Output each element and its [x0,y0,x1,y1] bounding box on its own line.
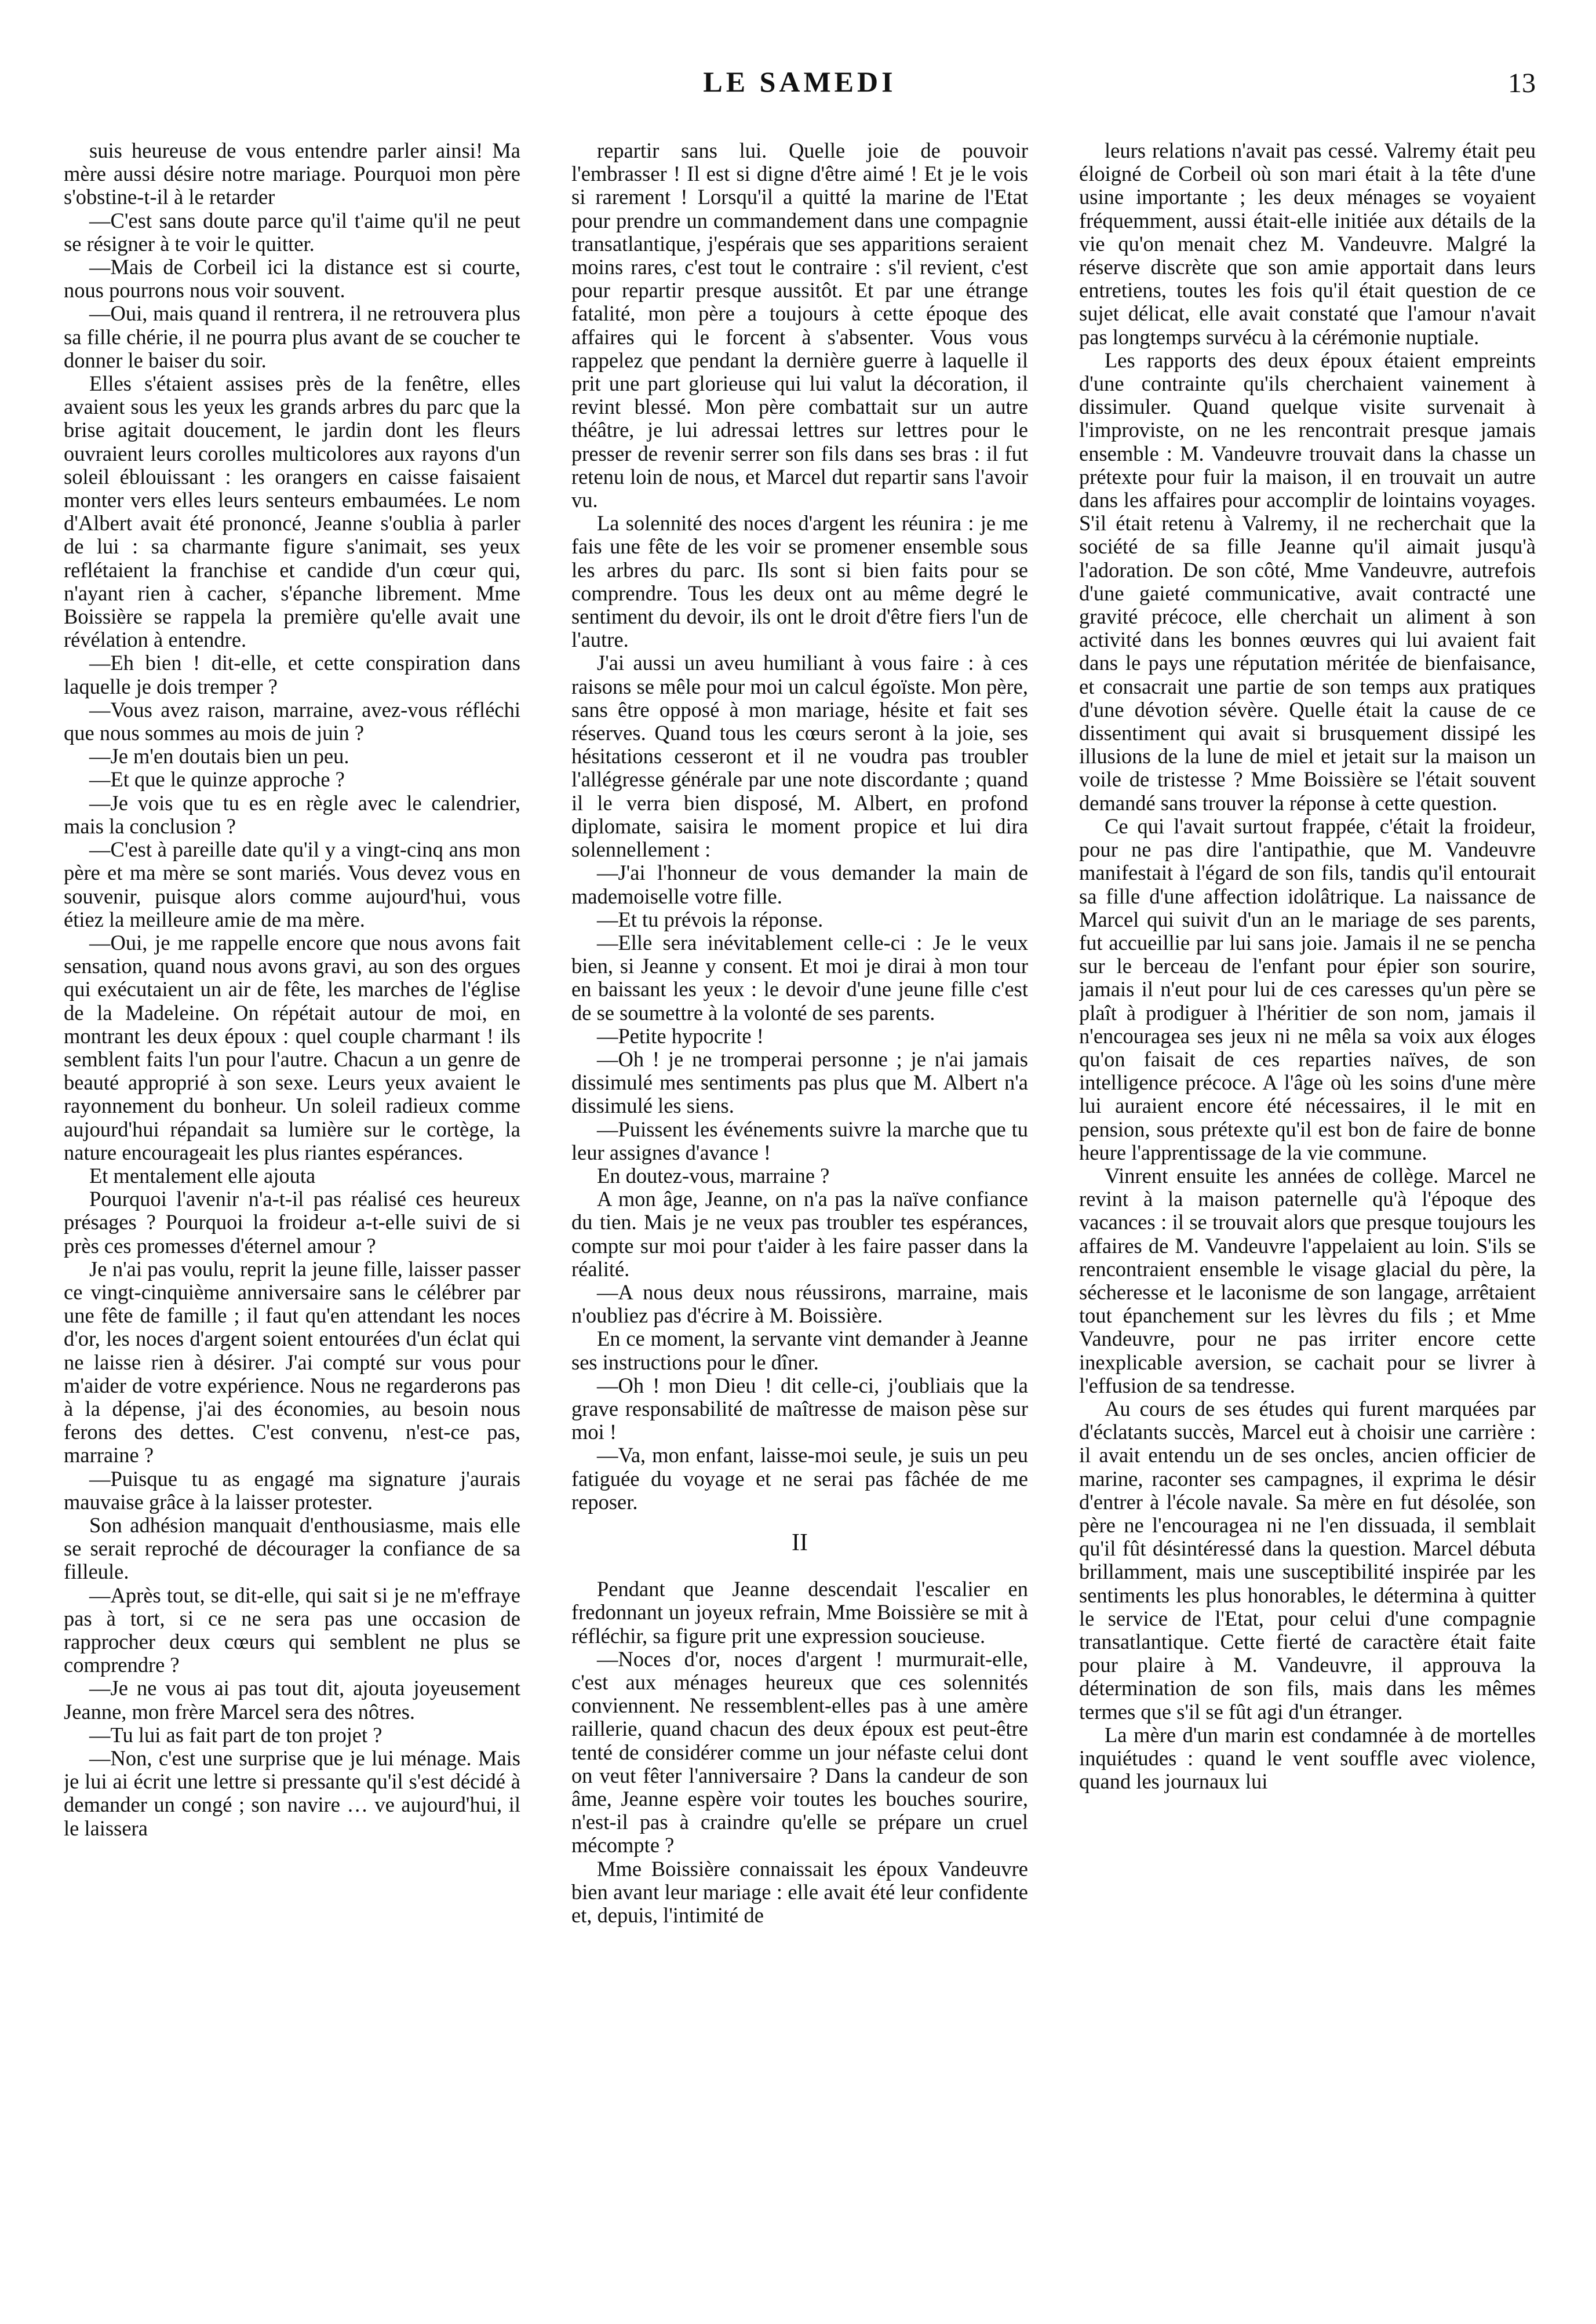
paragraph: Vinrent ensuite les années de collège. Marcel ne revint à la maison paternelle qu'à l'époque des vacances : il se trouvait alors que presque toujours les affaires de M. Vandeuvre l'appelaient au loin. S'ils se rencontraient ensemble le visage glacial du père, la sécheresse et le laconisme de son langage, arrêtaient tout épanchement sur les lèvres du fils ; et Mme Vandeuvre, pour ne pas irriter encore cette inexplicable aversion, se cachait pour se livrer à l'effusion de sa tendresse. [1079,1163,1536,1397]
paragraph: suis heureuse de vous entendre parler ainsi! Ma mère aussi désire notre mariage. Pourquoi mon père s'obstine-t-il à le retarder [64,139,520,209]
paragraph: Je n'ai pas voulu, reprit la jeune fille, laisser passer ce vingt-cinquième anniversaire sans le célébrer par une fête de famille ; il faut qu'en attendant les noces d'or, les noces d'argent soient entourées d'un éclat qui ne laisse rien à désirer. J'ai compté sur vous pour m'aider de votre expérience. Nous ne regarderons pas à la dépense, j'ai des économies, au besoin nous ferons des dettes. C'est convenu, n'est-ce pas, marraine ? [64,1256,520,1467]
paragraph: A mon âge, Jeanne, on n'a pas la naïve confiance du tien. Mais je ne veux pas troubler tes espérances, compte sur moi pour t'aider à les faire passer dans la réalité. [571,1187,1028,1281]
paragraph: —Je m'en doutais bien un peu. [89,744,349,768]
paragraph: —Non, c'est une surprise que je lui ménage. Mais je lui ai écrit une lettre si pressante qu'il s'est décidé à demander un congé ; son navire … ve aujourd'hui, il le laissera [64,1746,520,1840]
paragraph: —C'est sans doute parce qu'il t'aime qu'il ne peut se résigner à te voir le quitter. [64,208,520,256]
paragraph: Ce qui l'avait surtout frappée, c'était la froideur, pour ne pas dire l'antipathie, que M. Vandeuvre manifestait à l'égard de son fils, tandis qu'il entourait sa fille d'une affection idolâtrique. La naissance de Marcel qui suivit d'un an le mariage de ses parents, fut accueillie par lui sans joie. Jamais il ne se pencha sur le berceau de l'enfant pour épier son sourire, jamais il n'eut pour lui de ces caresses qu'un père se plaît à prodiguer à l'héritier de son nom, jamais il n'encouragea ses jeux ni ne mêla sa voix aux éloges qu'on faisait de ces reparties naïves, de son intelligence précoce. A l'âge où les soins d'une mère lui auraient encore été nécessaires, il le mit en pension, sous prétexte qu'il est bon de faire de bonne heure l'apprentissage de la vie commune. [1079,814,1536,1164]
paragraph: En ce moment, la servante vint demander à Jeanne ses instructions pour le dîner. [571,1327,1028,1374]
paragraph: —Puissent les événements suivre la marche que tu leur assignes d'avance ! [571,1117,1028,1164]
paragraph: La solennité des noces d'argent les réunira : je me fais une fête de les voir se promener ensemble sous les arbres du parc. Ils sont si bien faits pour se comprendre. Tous les deux ont au même degré le sentiment du devoir, ils ont le droit d'être fiers l'un de l'autre. [571,511,1028,652]
paragraph: —Elle sera inévitablement celle-ci : Je le veux bien, si Jeanne y consent. Et moi je dirai à mon tour en baissant les yeux : le devoir d'une jeune fille c'est de se soumettre à la volonté de ses parents. [571,930,1028,1025]
paragraph: —A nous deux nous réussirons, marraine, mais n'oubliez pas d'écrire à M. Boissière. [571,1280,1028,1328]
running-title: LE SAMEDI [703,65,897,98]
paragraph: Au cours de ses études qui furent marquées par d'éclatants succès, Marcel eut à choisir une carrière : il avait entendu un de ses oncles, ancien officier de marine, raconter ses campagnes, il exprima le désir d'entrer à l'école navale. Sa mère en fut désolée, son père ne l'encouragea ni ne l'en dissuada, il semblait qu'il fût désintéressé dans la question. Marcel débuta brillamment, mais une susceptibilité inspirée par les sentiments les plus honorables, le détermina à quitter le service de l'Etat, pour celui d'une compagnie transatlantique. Cette fierté de caractère était faite pour plaire à M. Vandeuvre, il approuva la détermination de son fils, mais dans les mêmes termes que s'il se fût agi d'un étranger. [1079,1396,1536,1724]
page-header [64,65,1536,117]
section-heading: II [792,1529,808,1556]
paragraph: J'ai aussi un aveu humiliant à vous faire : à ces raisons se mêle pour moi un calcul égoïste. Mon père, sans être opposé à mon mariage, hésite et fait ses réserves. Quand tous les cœurs seront à la joie, ses hésitations cesseront et il ne voudra pas troubler l'allégresse générale par une note discordante ; quand il le verra bien disposé, M. Albert, en profond diplomate, saisira le moment propice et lui dira solennellement : [571,651,1028,862]
text-columns [64,139,1536,2295]
paragraph: —Noces d'or, noces d'argent ! murmurait-elle, c'est aux ménages heureux que ces solennités conviennent. Ne ressemblent-elles pas à une amère raillerie, quand chacun des deux époux est peut-être tenté de considérer comme un jour néfaste celui dont on veut fêter l'anniversaire ? Dans la candeur de son âme, Jeanne espère voir toutes les bouches sourire, n'est-il pas à craindre qu'elle se prépare un cruel mécompte ? [571,1647,1028,1857]
paragraph: —Oui, je me rappelle encore que nous avons fait sensation, quand nous avons gravi, au son des orgues qui exécutaient un air de fête, les marches de l'église de la Madeleine. On répétait autour de moi, en montrant les deux époux : quel couple charmant ! ils semblent faits l'un pour l'autre. Chacun a un genre de beauté approprié à son sexe. Leurs yeux avaient le rayonnement du bonheur. Un soleil radieux comme aujourd'hui répandait sa lumière sur le cortège, la nature encourageait les plus riantes espérances. [64,930,520,1164]
paragraph: Pourquoi l'avenir n'a-t-il pas réalisé ces heureux présages ? Pourquoi la froideur a-t-elle suivi de si près ces promesses d'éternel amour ? [64,1187,520,1258]
page-number: 13 [1508,68,1536,99]
paragraph: Les rapports des deux époux étaient empreints d'une contrainte qu'ils cherchaient vainement à dissimuler. Quand quelque visite survenait à l'improviste, on ne les rencontrait presque jamais ensemble : M. Vandeuvre trouvait dans la chasse un prétexte pour fuir la maison, il en trouvait un autre dans les affaires pour accomplir de lointains voyages. S'il était retenu à Valremy, il ne recherchait que la société de sa fille Jeanne qu'il aimait jusqu'à l'adoration. De son côté, Mme Vandeuvre, autrefois d'une gaieté communicative, avait contracté une gravité précoce, elle cherchait un aliment à son activité dans les bonnes œuvres qui lui avaient fait dans le pays une réputation méritée de bienfaisance, et consacrait une partie de son temps aux pratiques d'une dévotion sévère. Quelle était la cause de ce dissentiment qui avait si brusquement dissipé les illusions de la lune de miel et jetait sur la maison un voile de tristesse ? Mme Boissière se l'était souvent demandé sans trouver la réponse à cette question. [1079,348,1536,815]
paragraph: —Je vois que tu es en règle avec le calendrier, mais la conclusion ? [64,791,520,838]
paragraph: —Vous avez raison, marraine, avez-vous réfléchi que nous sommes au mois de juin ? [64,697,520,745]
paragraph: —J'ai l'honneur de vous demander la main de mademoiselle votre fille. [571,861,1028,908]
column-left [64,139,520,2295]
column-middle [571,139,1028,2295]
paragraph: Mme Boissière connaissait les époux Vandeuvre bien avant leur mariage : elle avait été leur confidente et, depuis, l'intimité de [571,1856,1028,1928]
paragraph: leurs relations n'avait pas cessé. Valremy était peu éloigné de Corbeil où son mari était à la tête d'une usine importante ; les deux ménages se voyaient fréquemment, aussi était-elle initiée aux détails de la vie qu'on menait chez M. Vandeuvre. Malgré la réserve discrète que son amie apportait dans leurs entretiens, toutes les fois qu'il était question de ce sujet délicat, elle avait constaté que l'amour n'avait pas longtemps survécu à la cérémonie nuptiale. [1079,139,1536,349]
paragraph: —Petite hypocrite ! [597,1023,764,1048]
paragraph: La mère d'un marin est condamnée à de mortelles inquiétudes : quand le vent souffle avec violence, quand les journaux lui [1079,1722,1536,1794]
paragraph: —Après tout, se dit-elle, qui sait si je ne m'effraye pas à tort, si ce ne sera pas une occasion de rapprocher deux cœurs qui semblent ne plus se comprendre ? [64,1583,520,1677]
paragraph: —C'est à pareille date qu'il y a vingt-cinq ans mon père et ma mère se sont mariés. Vous devez vous en souvenir, puisque alors comme aujourd'hui, vous étiez la meilleure amie de ma mère. [64,837,520,931]
paragraph: Et mentalement elle ajouta [89,1163,316,1188]
paragraph: —Et tu prévois la réponse. [597,907,823,931]
paragraph: —Oui, mais quand il rentrera, il ne retrouvera plus sa fille chérie, il ne pourra plus avant de se coucher te donner le baiser du soir. [64,301,520,372]
paragraph: Pendant que Jeanne descendait l'escalier en fredonnant un joyeux refrain, Mme Boissière se mit à réfléchir, sa figure prit une expression soucieuse. [571,1577,1028,1648]
paragraph: —Puisque tu as engagé ma signature j'aurais mauvaise grâce à la laisser protester. [64,1466,520,1514]
paragraph: Elles s'étaient assises près de la fenêtre, elles avaient sous les yeux les grands arbres du parc que la brise agitait doucement, le jardin dont les fleurs ouvraient leurs corolles multicolores aux rayons d'un soleil éblouissant : les orangers en caisse faisaient monter vers elles leurs senteurs embaumées. Le nom d'Albert avait été prononcé, Jeanne s'oublia à parler de lui : sa charmante figure s'animait, ses yeux reflétaient la franchise et candide d'un cœur qui, n'ayant rien à cacher, s'épanche librement. Mme Boissière se rappela la première qu'elle avait une révélation à entendre. [64,371,520,652]
paragraph: —Je ne vous ai pas tout dit, ajouta joyeusement Jeanne, mon frère Marcel sera des nôtres. [64,1676,520,1724]
paragraph: En doutez-vous, marraine ? [597,1163,830,1188]
paragraph: —Tu lui as fait part de ton projet ? [89,1722,382,1747]
paragraph: —Va, mon enfant, laisse-moi seule, je suis un peu fatiguée du voyage et ne serai pas fâchée de me reposer. [571,1443,1028,1514]
paragraph: —Et que le quinze approche ? [89,767,345,792]
paragraph: —Oh ! mon Dieu ! dit celle-ci, j'oubliais que la grave responsabilité de maîtresse de maison pèse sur moi ! [571,1373,1028,1444]
paragraph: repartir sans lui. Quelle joie de pouvoir l'embrasser ! Il est si digne d'être aimé ! Et je le vois si rarement ! Lorsqu'il a quitté la marine de l'Etat pour prendre un commandement dans une compagnie transatlantique, j'espérais que ses apparitions seraient moins rares, c'est tout le contraire : s'il revient, c'est pour repartir presque aussitôt. Et par une étrange fatalité, mon père a toujours à cette époque des affaires qui le forcent à s'absenter. Vous vous rappelez que pendant la dernière guerre à laquelle il prit une part glorieuse qui lui valut la décoration, il revint blessé. Mon père combattait sur un autre théâtre, je lui adressai lettres sur lettres pour le presser de revenir serrer son fils dans ses bras : il fut retenu loin de nous, et Marcel dut repartir sans l'avoir vu. [571,139,1028,512]
paragraph: —Mais de Corbeil ici la distance est si courte, nous pourrons nous voir souvent. [64,255,520,303]
paragraph: —Eh bien ! dit-elle, et cette conspiration dans laquelle je dois tremper ? [64,651,520,698]
paragraph: —Oh ! je ne tromperai personne ; je n'ai jamais dissimulé mes sentiments pas plus que M. Albert n'a dissimulé les siens. [571,1047,1028,1118]
paragraph: Son adhésion manquait d'enthousiasme, mais elle se serait reproché de décourager la confiance de sa filleule. [64,1513,520,1584]
column-right [1079,139,1536,2295]
